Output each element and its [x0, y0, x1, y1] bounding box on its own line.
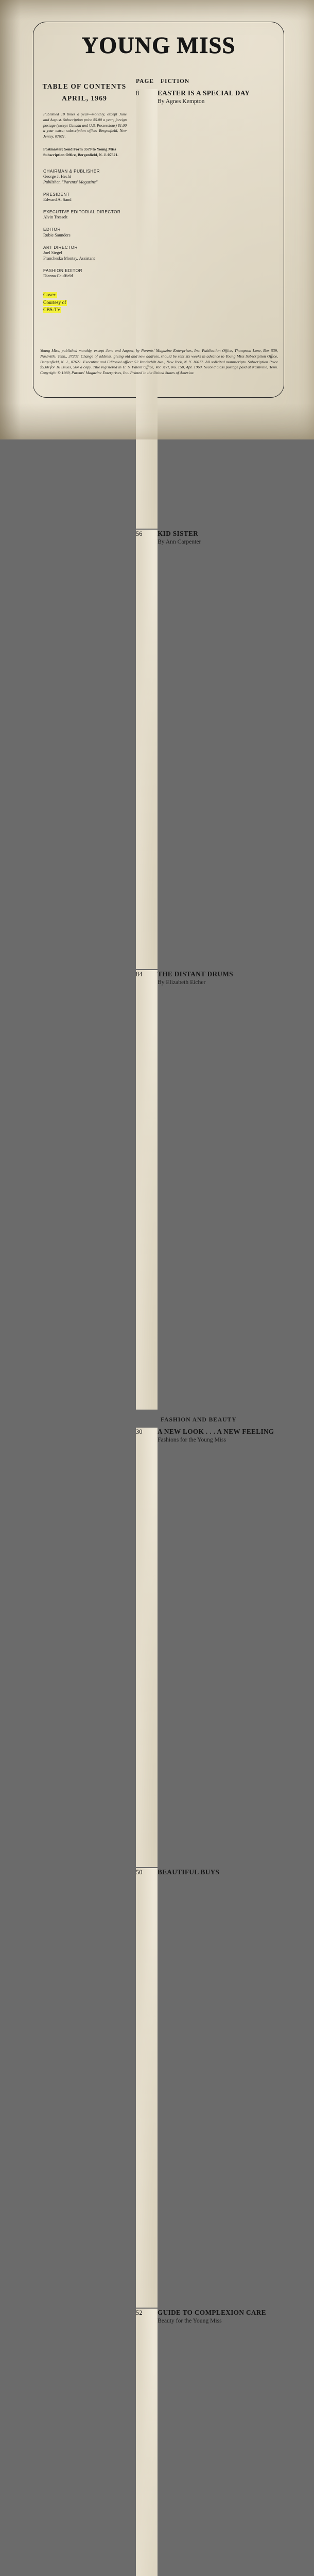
staff-name: Edward A. Sand	[43, 197, 72, 202]
entry-byline: Fashions for the Young Miss	[158, 1436, 226, 1443]
staff-entry	[43, 245, 129, 262]
cover-credit-line-3: CBS-TV	[43, 308, 61, 313]
staff-role: FASHION EDITOR	[43, 268, 82, 273]
entry-page-number: 56	[136, 530, 158, 969]
contents-entry[interactable]	[136, 2309, 278, 2576]
entry-page-number: 30	[136, 1428, 158, 1867]
staff-name: George J. Hecht	[43, 174, 72, 179]
staff-name: Rubie Saunders	[43, 232, 71, 238]
staff-name: Alvin Tresselt	[43, 215, 68, 220]
section-header-fiction: FICTION	[161, 78, 190, 84]
entry-page-number: 8	[136, 89, 158, 529]
issue-date: APRIL, 1969	[62, 94, 107, 102]
staff-entry	[43, 268, 129, 279]
section-header-fashion-and-beauty: FASHION AND BEAUTY	[161, 1417, 237, 1423]
entry-page-number: 84	[136, 970, 158, 1410]
table-of-contents-title: TABLE OF CONTENTS	[42, 82, 127, 90]
entry-title: GUIDE TO COMPLEXION CARE	[158, 2309, 266, 2316]
staff-subtitle: Publisher, "Parents' Magazine"	[43, 180, 98, 185]
contents-entry[interactable]	[136, 970, 278, 1410]
staff-subtitle: Francheska Montay, Assistant	[43, 256, 95, 261]
entry-title: THE DISTANT DRUMS	[158, 970, 234, 978]
entry-title: A NEW LOOK . . . A NEW FEELING	[158, 1428, 274, 1435]
contents-entry[interactable]	[136, 89, 278, 529]
staff-role: PRESIDENT	[43, 192, 70, 197]
magazine-masthead: YOUNG MISS	[81, 32, 236, 58]
entry-byline: Beauty for the Young Miss	[158, 2317, 222, 2324]
entry-page-number: 50	[136, 1868, 158, 2308]
staff-role: EDITOR	[43, 227, 61, 232]
staff-entry	[43, 169, 129, 185]
staff-entry	[43, 210, 129, 221]
staff-list	[40, 169, 129, 279]
entry-byline: By Agnes Kempton	[158, 97, 205, 105]
staff-role: EXECUTIVE EDITORIAL DIRECTOR	[43, 210, 121, 215]
page-left-shading	[0, 0, 21, 439]
contents-column-headers	[136, 78, 278, 84]
masthead-column	[40, 78, 129, 314]
cover-credit	[40, 292, 129, 314]
contents-listing	[136, 78, 278, 2576]
entry-byline: By Ann Carpenter	[158, 538, 201, 545]
entry-title: BEAUTIFUL BUYS	[158, 1868, 220, 1876]
legal-colophon: Young Miss, published monthly, except June and August, by Parents' Magazine Enterprises, Inc. Publication Office, Thompson Lane, Box 539, Nashville, Tenn., 37202. Change of address, giving old and new address, should be sent six weeks in advance to Young Miss Subscription Office, Bergenfield, N. J., 07621. Executive and Editorial office: 52 Vanderbilt Ave., New York, N. Y. 10017. All solicited manuscripts. Subscription Price $5.00 for 10 issues, 50¢ a copy. Title registered in U. S. Patent Office, Vol. XVI, No. 150, Apr. 1969. Second class postage paid at Nashville, Tenn. Copyright © 1969, Parents' Magazine Enterprises, Inc. Printed in the United States of America.	[40, 348, 278, 375]
staff-entry	[43, 192, 129, 203]
staff-name: Joel Siegel	[43, 250, 62, 255]
postmaster-note: Postmaster: Send Form 3579 to Young Miss Subscription Office, Bergenfield, N. J. 07621.	[43, 146, 118, 157]
contents-entry[interactable]	[136, 530, 278, 969]
entry-title: EASTER IS A SPECIAL DAY	[158, 89, 250, 97]
contents-entry[interactable]	[136, 1428, 278, 1867]
staff-role: CHAIRMAN & PUBLISHER	[43, 168, 100, 174]
contents-body	[40, 78, 278, 2324]
page-top-shading	[0, 0, 314, 21]
staff-entry	[43, 227, 129, 238]
entry-byline: By Elizabeth Eicher	[158, 978, 206, 986]
entry-page-number: 52	[136, 2309, 158, 2576]
entry-title: KID SISTER	[158, 530, 199, 537]
contents-entry[interactable]	[136, 1868, 278, 2308]
cover-credit-line-2: Courtesy of	[43, 300, 66, 306]
staff-role: ART DIRECTOR	[43, 245, 78, 250]
page-column-header: PAGE	[136, 78, 154, 84]
publication-note: Published 10 times a year—monthly, except June and August. Subscription price $5.00 a year; foreign postage (except Canada and U.S. Possessions) $1.00 a year extra; subscription office: Bergenfield, New Jersey, 07621.	[43, 112, 127, 139]
staff-name: Dianna Caulfield	[43, 273, 73, 278]
cover-credit-line-1: Cover:	[43, 292, 57, 298]
